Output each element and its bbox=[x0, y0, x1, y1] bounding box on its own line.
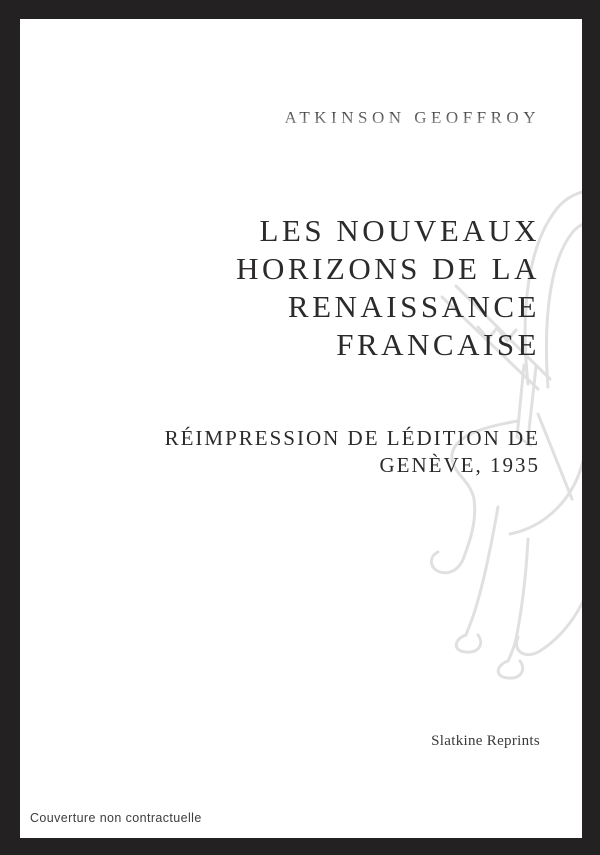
book-title-line: RENAISSANCE bbox=[287, 289, 540, 324]
edition-subtitle bbox=[165, 425, 540, 479]
book-title-line: LES NOUVEAUX bbox=[259, 213, 540, 248]
book-title-line: FRANCAISE bbox=[336, 327, 540, 362]
cover-disclaimer: Couverture non contractuelle bbox=[30, 811, 202, 825]
edition-subtitle-line: GENÈVE, 1935 bbox=[379, 453, 540, 477]
publisher-name: Slatkine Reprints bbox=[431, 733, 540, 749]
author-name: ATKINSON GEOFFROY bbox=[284, 108, 540, 127]
book-cover-page bbox=[20, 19, 582, 838]
book-title-line: HORIZONS DE LA bbox=[236, 251, 540, 286]
book-title bbox=[236, 212, 540, 364]
edition-subtitle-line: RÉIMPRESSION DE LÉDITION DE bbox=[164, 426, 540, 450]
